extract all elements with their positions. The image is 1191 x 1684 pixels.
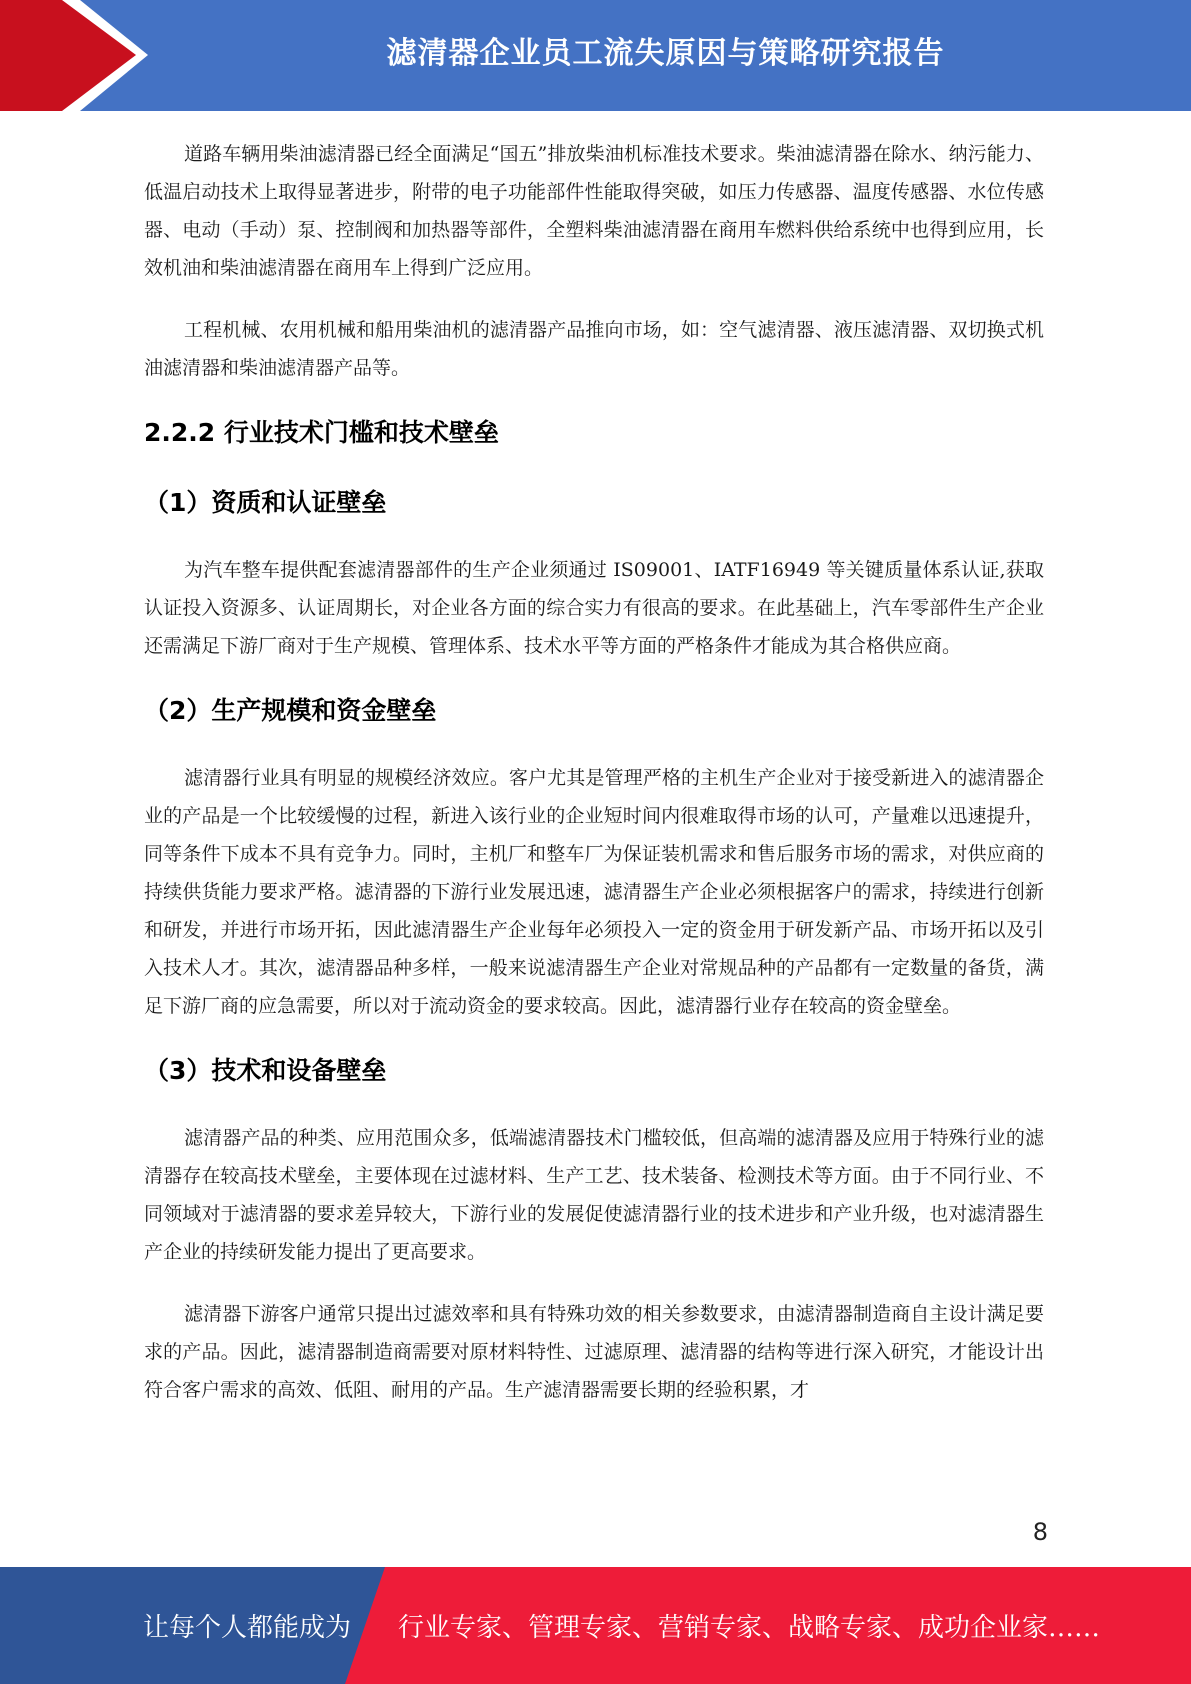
report-title: 滤清器企业员工流失原因与策略研究报告 [386, 36, 945, 71]
subheading-qualification: （1）资质和认证壁垒 [144, 488, 387, 517]
page-content [144, 135, 1044, 1409]
paragraph-scale-capital: 滤清器行业具有明显的规模经济效应。客户尤其是管理严格的主机生产企业对于接受新进入的滤清器企业的产品是一个比较缓慢的过程，新进入该行业的企业短时间内很难取得市场的认可，产量难以迅速提升，同等条件下成本不具有竞争力。同时，主机厂和整车厂为保证装机需求和售后服务市场的需求，对供应商的持续供货能力要求严格。滤清器的下游行业发展迅速，滤清器生产企业必须根据客户的需求，持续进行创新和研发，并进行市场开拓，因此滤清器生产企业每年必须投入一定的资金用于研发新产品、市场开拓以及引入技术人才。其次，滤清器品种多样，一般来说滤清器生产企业对常规品种的产品都有一定数量的备货，满足下游厂商的应急需要，所以对于流动资金的要求较高。因此，滤清器行业存在较高的资金壁垒。 [144, 767, 1044, 1017]
footer-slogan-left: 让每个人都能成为 [143, 1613, 352, 1643]
page-header [0, 0, 1191, 111]
subheading-technology-equipment: （3）技术和设备壁垒 [144, 1056, 387, 1085]
footer-slogan-right: 行业专家、管理专家、营销专家、战略专家、成功企业家…… [398, 1613, 1101, 1643]
header-chevron-decoration [0, 0, 160, 111]
paragraph-machinery-filter: 工程机械、农用机械和船用柴油机的滤清器产品推向市场，如：空气滤清器、液压滤清器、双切换式机油滤清器和柴油滤清器产品等。 [144, 319, 1044, 379]
page-number: 8 [1032, 1518, 1048, 1546]
paragraph-qualification: 为汽车整车提供配套滤清器部件的生产企业须通过 IS09001、IATF16949 等关键质量体系认证,获取认证投入资源多、认证周期长，对企业各方面的综合实力有很高的要求。在此基础上，汽车零部件生产企业还需满足下游厂商对于生产规模、管理体系、技术水平等方面的严格条件才能成为其合格供应商。 [144, 559, 1044, 657]
page-footer [0, 1567, 1191, 1684]
paragraph-downstream-customers: 滤清器下游客户通常只提出过滤效率和具有特殊功效的相关参数要求，由滤清器制造商自主设计满足要求的产品。因此，滤清器制造商需要对原材料特性、过滤原理、滤清器的结构等进行深入研究，才能设计出符合客户需求的高效、低阻、耐用的产品。生产滤清器需要长期的经验积累，才 [144, 1303, 1044, 1401]
paragraph-technology-equipment: 滤清器产品的种类、应用范围众多，低端滤清器技术门槛较低，但高端的滤清器及应用于特殊行业的滤清器存在较高技术壁垒，主要体现在过滤材料、生产工艺、技术装备、检测技术等方面。由于不同行业、不同领域对于滤清器的要求差异较大，下游行业的发展促使滤清器行业的技术进步和产业升级，也对滤清器生产企业的持续研发能力提出了更高要求。 [144, 1127, 1044, 1263]
paragraph-diesel-filter: 道路车辆用柴油滤清器已经全面满足“国五”排放柴油机标准技术要求。柴油滤清器在除水、纳污能力、低温启动技术上取得显著进步，附带的电子功能部件性能取得突破，如压力传感器、温度传感器、水位传感器、电动（手动）泵、控制阀和加热器等部件，全塑料柴油滤清器在商用车燃料供给系统中也得到应用，长效机油和柴油滤清器在商用车上得到广泛应用。 [144, 143, 1044, 279]
section-heading: 2.2.2 行业技术门槛和技术壁垒 [144, 418, 499, 447]
subheading-scale-capital: （2）生产规模和资金壁垒 [144, 696, 437, 725]
